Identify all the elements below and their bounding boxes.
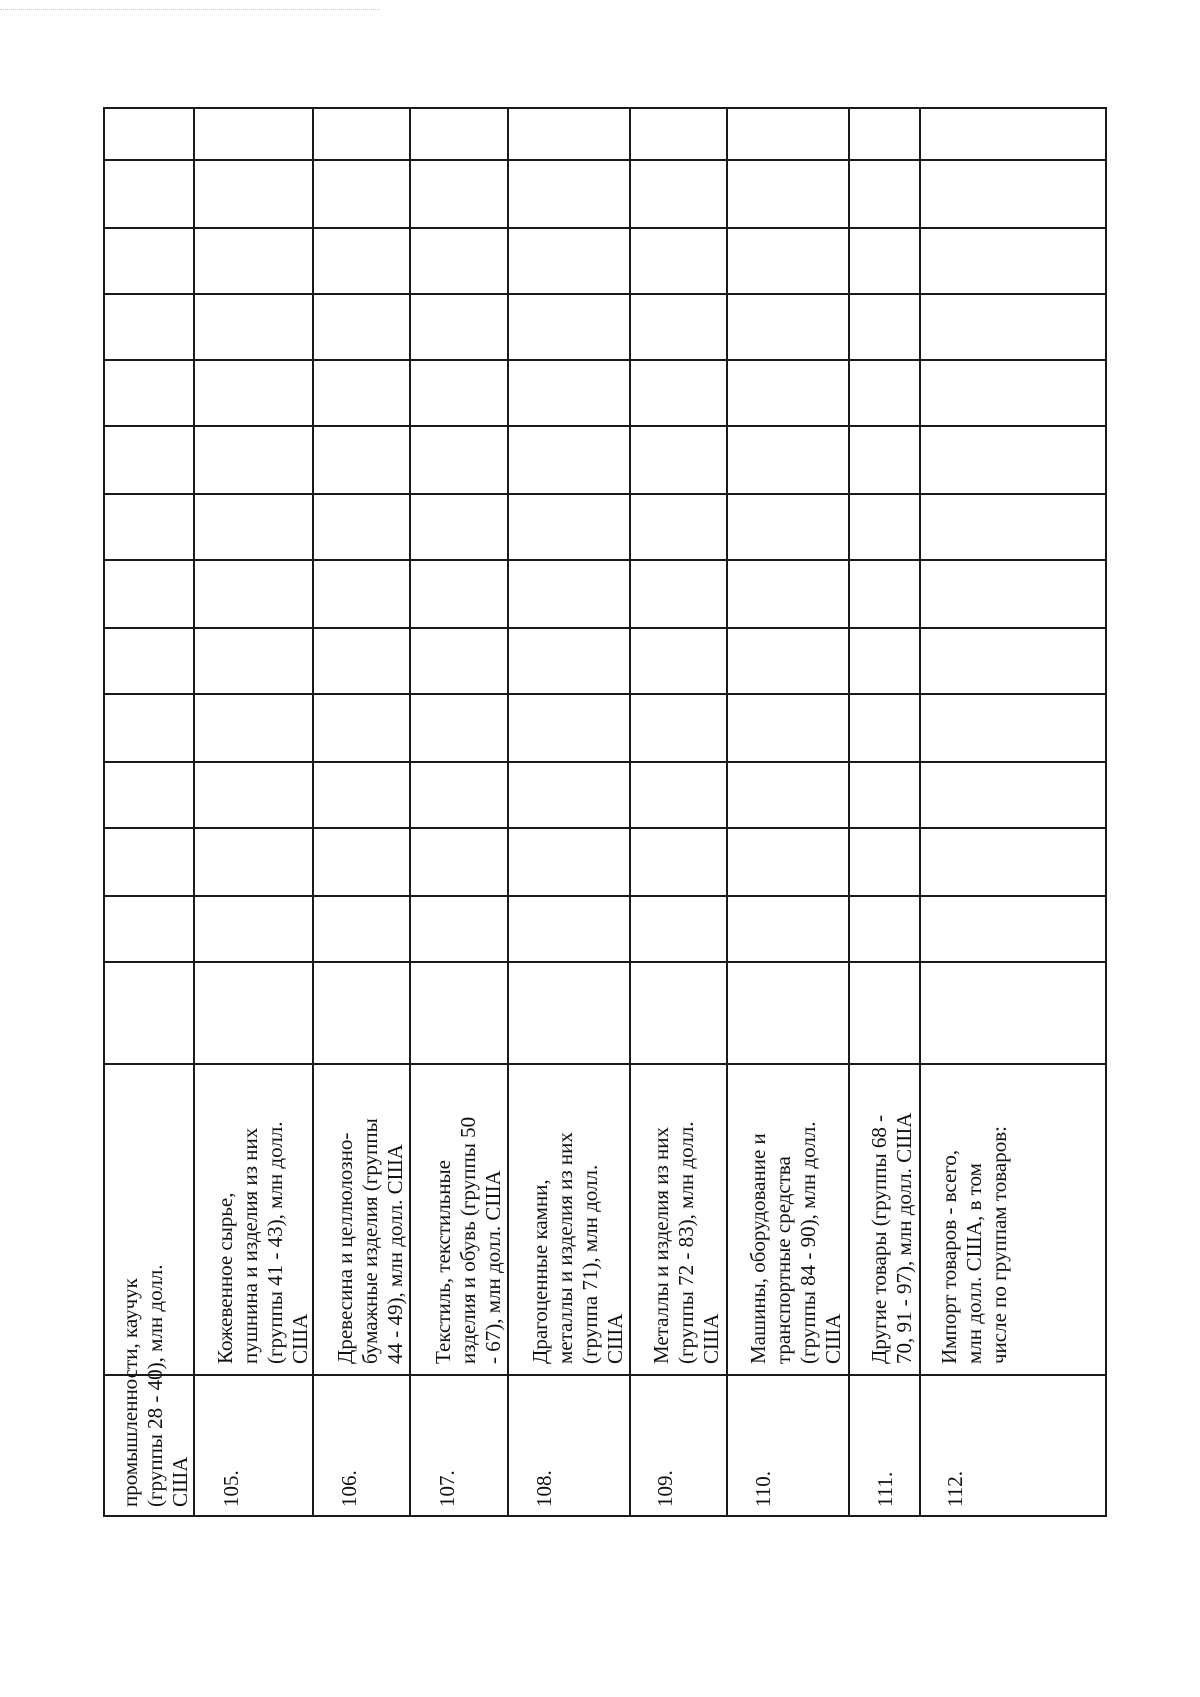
indicator-text: Металлы и изделия из них (группы 72 - 83), млн долл. США — [649, 1121, 723, 1364]
row-divider — [193, 109, 195, 1515]
column-divider — [105, 1063, 1105, 1065]
column-divider — [105, 425, 1105, 427]
indicator-text: Текстиль, текстильные изделия и обувь (группы 50 - 67), млн долл. США — [431, 1116, 505, 1364]
column-divider — [105, 159, 1105, 161]
row-number: 108. — [532, 1470, 556, 1507]
column-divider — [105, 493, 1105, 495]
column-divider — [105, 761, 1105, 763]
row-divider — [409, 109, 411, 1515]
row-number: 110. — [751, 1471, 775, 1507]
row-divider — [919, 109, 921, 1515]
column-divider — [105, 627, 1105, 629]
row-number: 106. — [337, 1470, 361, 1507]
row-number: 105. — [219, 1470, 243, 1507]
column-divider — [105, 693, 1105, 695]
row-divider — [726, 109, 728, 1515]
column-divider — [105, 895, 1105, 897]
indicator-text: Драгоценные камни, металлы и изделия из них (группа 71), млн долл. США — [528, 1132, 627, 1364]
indicator-text: Импорт товаров - всего, млн долл. США, в том числе по группам товаров: — [937, 1126, 1011, 1364]
column-divider — [105, 827, 1105, 829]
row-number: 109. — [653, 1470, 677, 1507]
row-divider — [629, 109, 631, 1515]
scan-artifact-line — [0, 9, 380, 10]
row-divider — [848, 109, 850, 1515]
column-divider — [105, 1374, 1105, 1376]
row-divider — [507, 109, 509, 1515]
column-divider — [105, 359, 1105, 361]
statistics-table — [103, 107, 1107, 1517]
row-number: 112. — [943, 1471, 967, 1507]
row-number: 111. — [873, 1471, 897, 1507]
indicator-text: Древесина и целлюлозно- бумажные изделия (группы 44 - 49), млн долл. США — [333, 1118, 407, 1364]
indicator-text: Машины, оборудование и транспортные средства (группы 84 - 90), млн долл. США — [746, 1121, 845, 1364]
column-divider — [105, 961, 1105, 963]
column-divider — [105, 293, 1105, 295]
indicator-text: промышленности, каучук (группы 28 - 40), млн долл. США — [118, 1264, 192, 1507]
indicator-text: Другие товары (группы 68 - 70, 91 - 97), млн долл. США — [867, 1112, 916, 1364]
row-number: 107. — [435, 1470, 459, 1507]
column-divider — [105, 559, 1105, 561]
column-divider — [105, 227, 1105, 229]
indicator-text: Кожевенное сырье, пушнина и изделия из них (группы 41 - 43), млн долл. США — [213, 1121, 312, 1364]
